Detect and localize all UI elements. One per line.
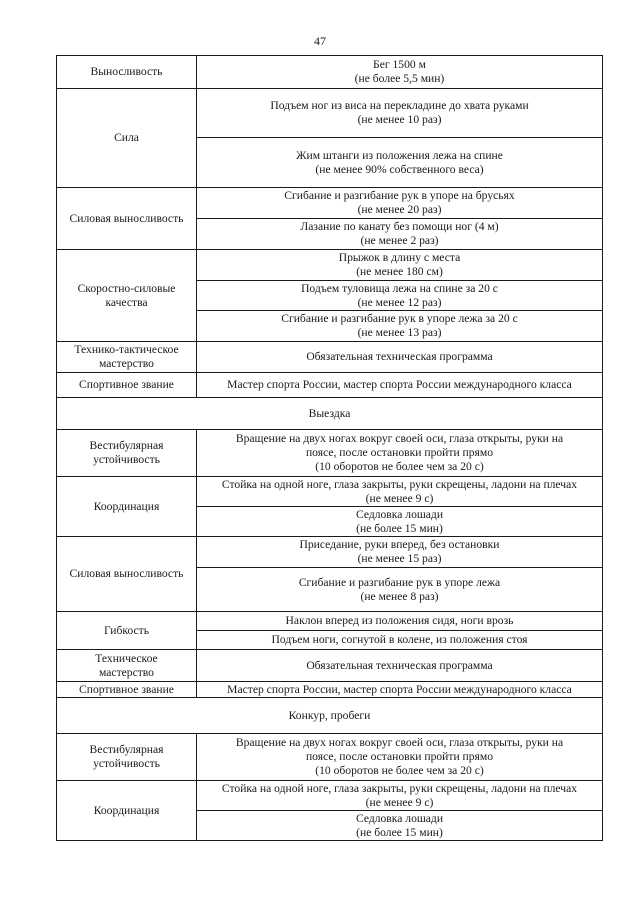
test-text: Приседание, руки вперед, без остановки	[299, 538, 500, 551]
test-text: Стойка на одной ноге, глаза закрыты, руки скрещены, ладони на плечах	[221, 781, 578, 795]
page-number: 47	[314, 34, 326, 48]
table-row	[57, 250, 603, 281]
quality-cell: Техническое мастерство	[57, 650, 197, 682]
test-cell	[197, 537, 603, 568]
quality-cell: Силовая выносливость	[57, 537, 197, 612]
table-row	[57, 477, 603, 507]
test-norm: (10 оборотов не более чем за 20 с)	[315, 764, 484, 777]
quality-cell: Выносливость	[57, 56, 197, 89]
test-norm: (не менее 15 раз)	[357, 552, 442, 565]
table-row	[57, 373, 603, 398]
quality-cell: Спортивное звание	[57, 682, 197, 698]
quality-cell: Вестибулярная устойчивость	[57, 430, 197, 477]
section-row	[57, 698, 603, 734]
test-cell	[197, 138, 603, 188]
table-row	[57, 89, 603, 138]
test-text: поясе, после остановки пройти прямо	[305, 446, 494, 459]
section-row	[57, 398, 603, 430]
test-norm: (не менее 12 раз)	[357, 295, 442, 309]
test-cell: Наклон вперед из положения сидя, ноги врозь	[197, 612, 603, 631]
test-cell: Мастер спорта России, мастер спорта России международного класса	[197, 373, 603, 398]
quality-cell: Гибкость	[57, 612, 197, 650]
test-text: Сгибание и разгибание рук в упоре лежа	[298, 575, 501, 589]
test-norm: (не более 15 мин)	[356, 825, 443, 839]
table-row	[57, 430, 603, 477]
test-cell	[197, 89, 603, 138]
test-norm: (не менее 13 раз)	[357, 326, 442, 339]
test-cell: Мастер спорта России, мастер спорта России международного класса	[197, 682, 603, 698]
test-text: Сгибание и разгибание рук в упоре лежа за 20 с	[281, 312, 518, 325]
test-text: Седловка лошади	[355, 811, 444, 825]
test-text: Подъем ног из виса на перекладине до хвата руками	[270, 99, 529, 112]
table-row	[57, 188, 603, 219]
test-norm: (не менее 2 раз)	[360, 234, 439, 247]
test-text: Седловка лошади	[355, 507, 444, 521]
test-cell: Обязательная техническая программа	[197, 650, 603, 682]
test-cell	[197, 188, 603, 219]
table-row	[57, 650, 603, 682]
quality-cell: Технико-тактическое мастерство	[57, 342, 197, 373]
test-norm: (не менее 10 раз)	[357, 113, 442, 126]
section-title: Выездка	[57, 398, 603, 430]
quality-cell: Спортивное звание	[57, 373, 197, 398]
test-norm: (не менее 9 с)	[365, 795, 434, 809]
table-row	[57, 342, 603, 373]
table-row	[57, 56, 603, 89]
test-cell	[197, 311, 603, 342]
test-cell	[197, 56, 603, 89]
quality-cell: Вестибулярная устойчивость	[57, 734, 197, 781]
quality-cell: Координация	[57, 477, 197, 537]
test-text: Бег 1500 м	[373, 58, 426, 71]
test-cell	[197, 219, 603, 250]
standards-table	[56, 55, 603, 841]
test-text: Подъем туловища лежа на спине за 20 с	[301, 281, 498, 295]
quality-cell: Сила	[57, 89, 197, 188]
table-row	[57, 781, 603, 811]
test-cell	[197, 507, 603, 537]
test-norm: (не менее 180 см)	[356, 265, 443, 278]
test-cell	[197, 811, 603, 841]
test-norm: (10 оборотов не более чем за 20 с)	[315, 460, 484, 473]
test-text: поясе, после остановки пройти прямо	[305, 750, 494, 763]
section-title: Конкур, пробеги	[57, 698, 603, 734]
test-norm: (не более 5,5 мин)	[354, 72, 445, 85]
test-cell	[197, 734, 603, 781]
test-norm: (не более 15 мин)	[356, 521, 443, 535]
test-norm: (не менее 9 с)	[365, 491, 434, 505]
test-cell	[197, 781, 603, 811]
test-text: Лазание по канату без помощи ног (4 м)	[300, 220, 499, 233]
test-norm: (не менее 90% собственного веса)	[315, 162, 484, 176]
test-text: Сгибание и разгибание рук в упоре на брусьях	[284, 189, 515, 202]
table-row	[57, 612, 603, 631]
quality-cell: Силовая выносливость	[57, 188, 197, 250]
test-text: Прыжок в длину с места	[338, 251, 461, 264]
test-norm: (не менее 20 раз)	[357, 203, 442, 216]
test-cell	[197, 250, 603, 281]
test-text: Жим штанги из положения лежа на спине	[296, 148, 503, 162]
test-cell	[197, 430, 603, 477]
test-norm: (не менее 8 раз)	[360, 589, 439, 603]
test-cell: Обязательная техническая программа	[197, 342, 603, 373]
test-text: Стойка на одной ноге, глаза закрыты, руки скрещены, ладони на плечах	[221, 477, 578, 491]
test-cell	[197, 281, 603, 311]
test-cell	[197, 568, 603, 612]
table-row	[57, 734, 603, 781]
table-row	[57, 682, 603, 698]
test-cell: Подъем ноги, согнутой в колене, из положения стоя	[197, 631, 603, 650]
test-text: Вращение на двух ногах вокруг своей оси, глаза открыты, руки на	[235, 736, 564, 749]
table-row	[57, 537, 603, 568]
test-text: Вращение на двух ногах вокруг своей оси, глаза открыты, руки на	[235, 432, 564, 445]
test-cell	[197, 477, 603, 507]
quality-cell: Координация	[57, 781, 197, 841]
quality-cell: Скоростно-силовые качества	[57, 250, 197, 342]
